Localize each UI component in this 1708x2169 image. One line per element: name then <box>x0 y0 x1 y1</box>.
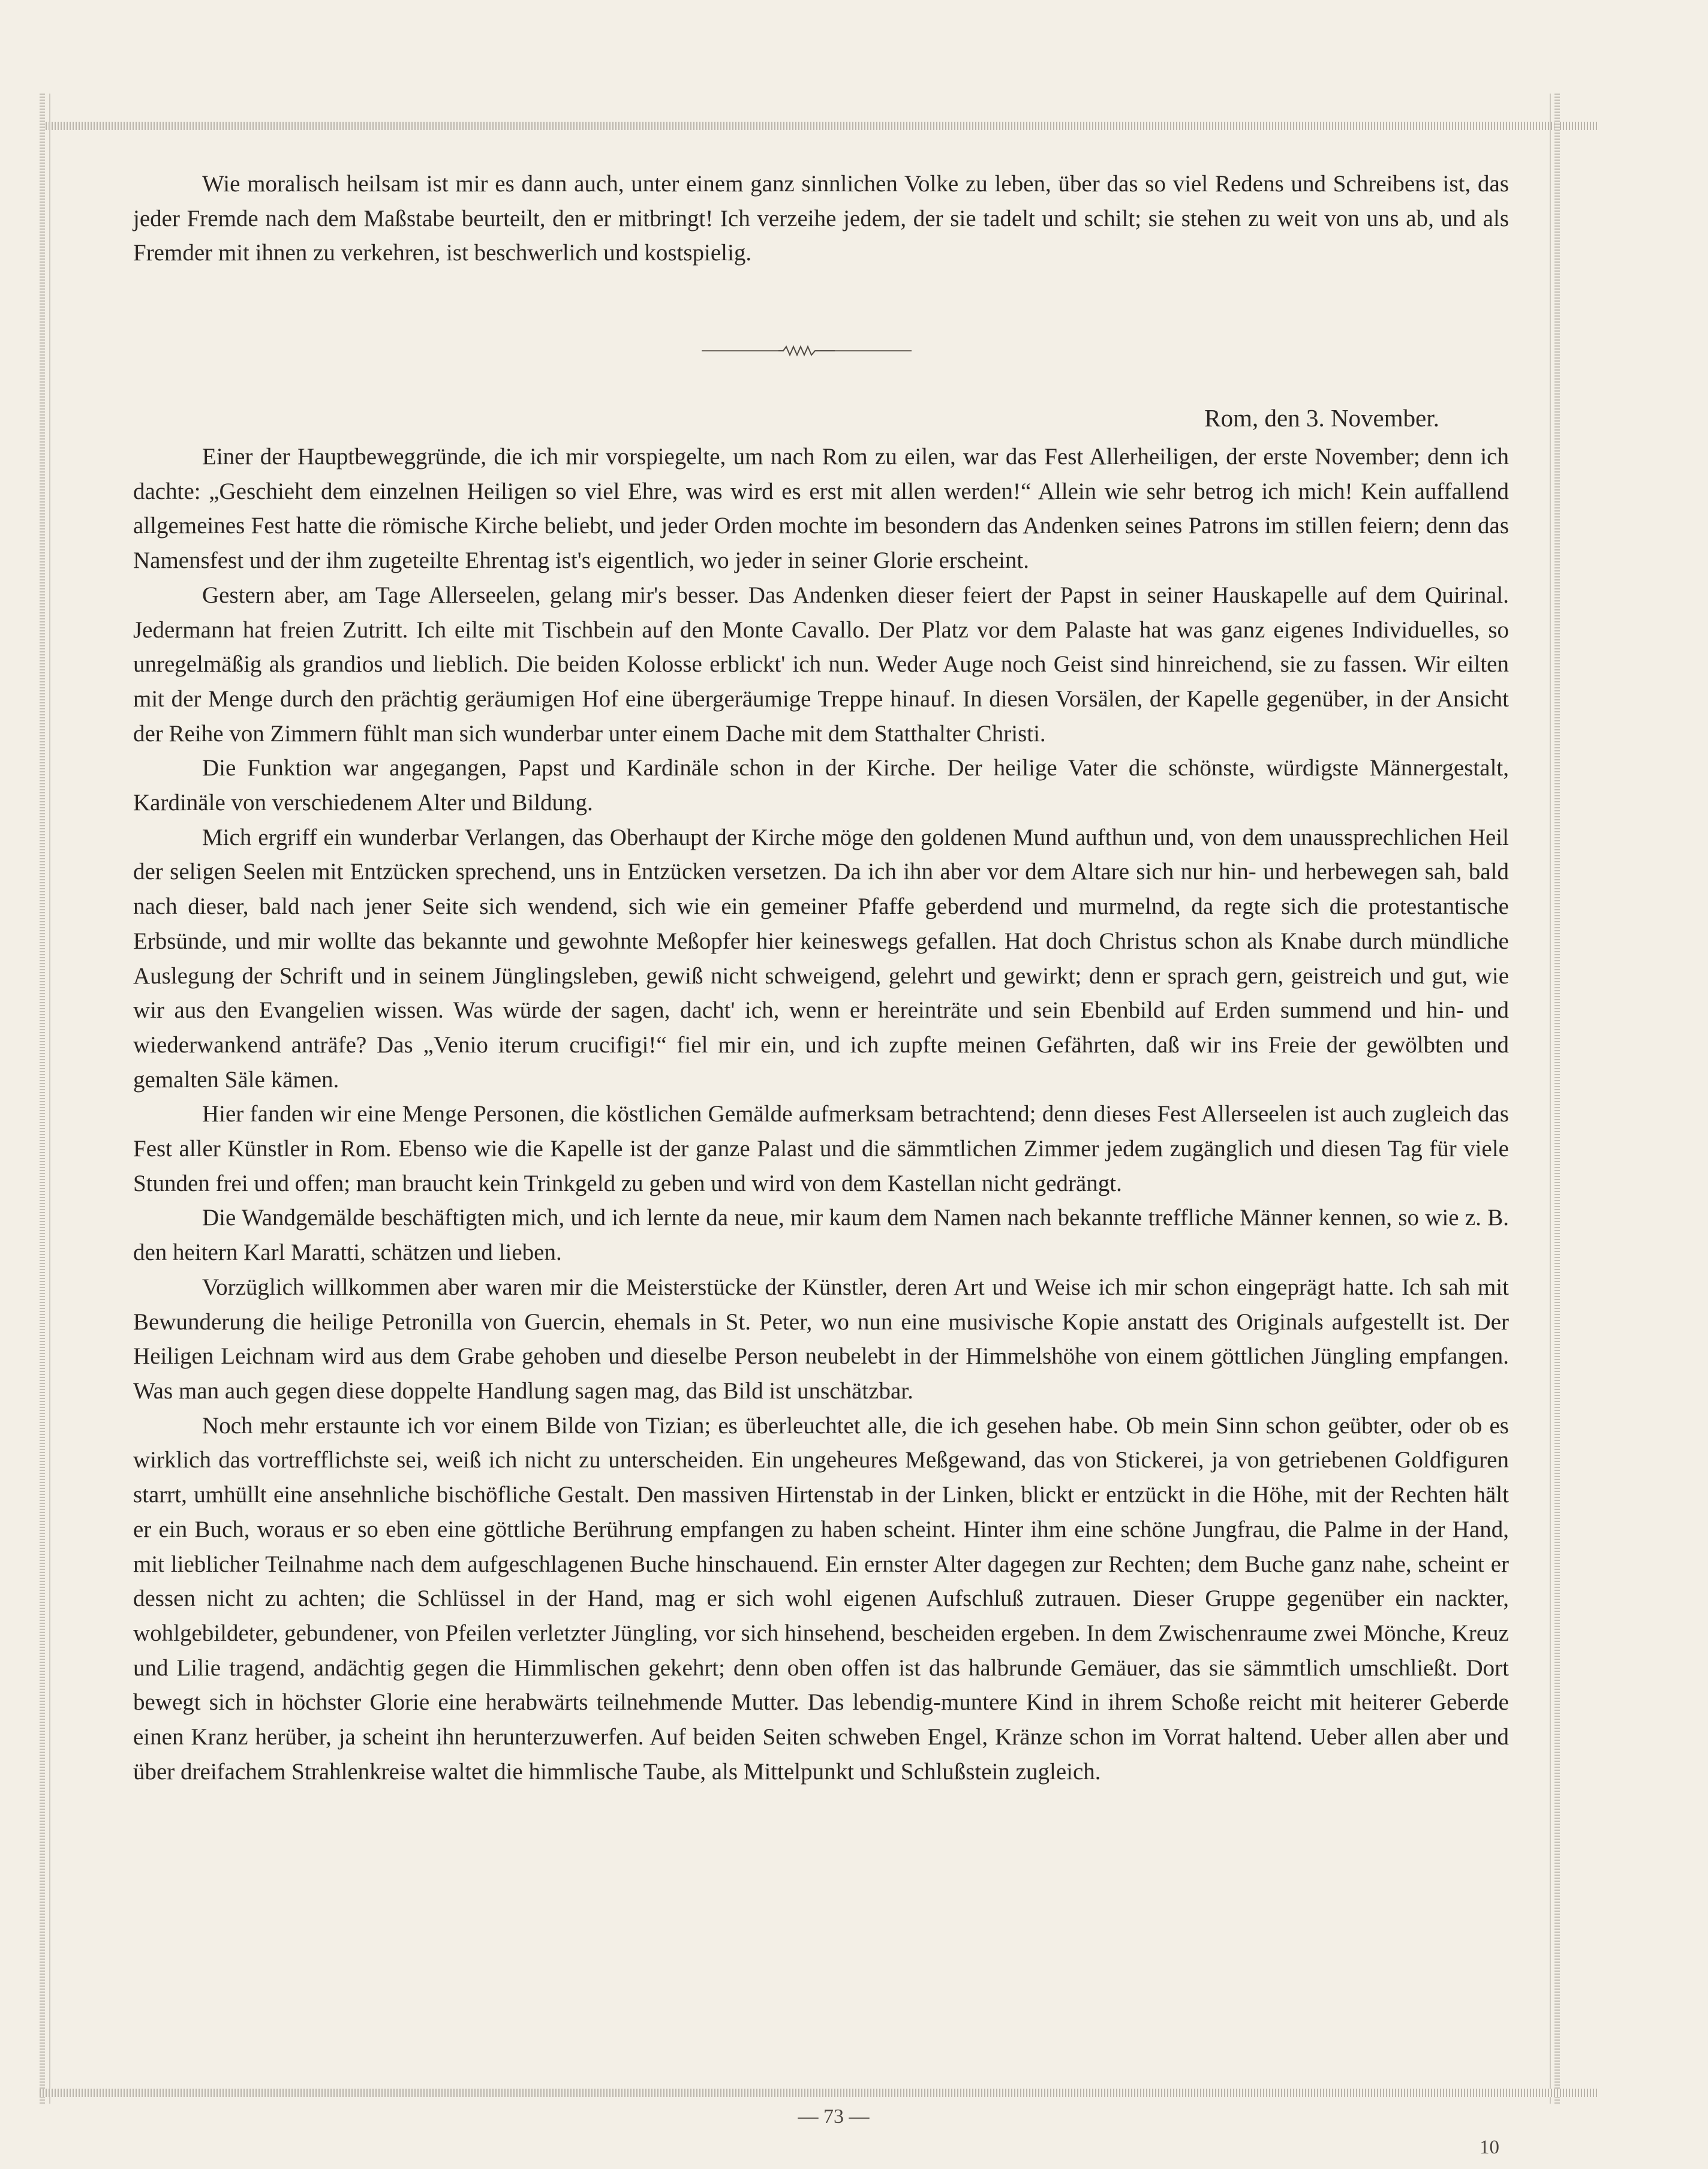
left-inner-rule <box>49 94 50 2104</box>
signature-mark: 10 <box>1480 2137 1499 2158</box>
paragraph: Noch mehr erstaunte ich vor einem Bilde von Tizian; es überleuchtet alle, die ich gesehen habe. Ob mein Sinn schon geübter, oder ob es wirklich das vortrefflichste sei, weiß ich nicht zu unterscheiden. Ein ungeheures Meßgewand, das von Stickerei, ja von getriebenen Goldfiguren starrt, umhüllt eine ansehnliche bischöfliche Gestalt. Den massiven Hirtenstab in der Linken, blickt er entzückt in die Höhe, mit der Rechten hält er ein Buch, woraus er so eben eine göttliche Berührung empfangen zu haben scheint. Hinter ihm eine schöne Jungfrau, die Palme in der Hand, mit lieblicher Teilnahme nach dem aufgeschlagenen Buche hinschauend. Ein ernster Alter dagegen zur Rechten; dem Buche ganz nahe, scheint er dessen nicht zu achten; die Schlüssel in der Hand, mag er sich wohl eigenen Aufschluß zutrauen. Dieser Gruppe gegenüber ein nackter, wohlgebildeter, gebundener, von Pfeilen verletzter Jüngling, vor sich hinsehend, bescheiden ergeben. In dem Zwischenraume zwei Mönche, Kreuz und Lilie tragend, andächtig gegen die Himmlischen gekehrt; denn oben offen ist das halbrunde Gemäuer, das sie sämmtlich umschließt. Dort bewegt sich in höchster Glorie eine herabwärts teilnehmende Mutter. Das lebendig-muntere Kind in ihrem Schoße reicht mit heiterer Geberde einen Kranz herüber, ja scheint ihn herunterzuwerfen. Auf beiden Seiten schweben Engel, Kränze schon im Vorrat haltend. Ueber allen aber und über dreifachem Strahlenkreise waltet die himmlische Taube, als Mittelpunkt und Schlußstein zugleich. <box>133 1412 1509 1785</box>
main-text-block <box>133 440 1509 1789</box>
section-divider-ornament <box>702 344 912 358</box>
dateline: Rom, den 3. November. <box>1204 404 1439 432</box>
paragraph: Die Funktion war angegangen, Papst und Kardinäle schon in der Kirche. Der heilige Vater die schönste, würdigste Männergestalt, Kardinäle von verschiedenem Alter und Bildung. <box>133 755 1509 816</box>
left-border-rule <box>40 94 45 2104</box>
paragraph: Die Wandgemälde beschäftigten mich, und ich lernte da neue, mir kaum dem Namen nach bekannte treffliche Männer kennen, so wie z. B. den heitern Karl Maratti, schätzen und lieben. <box>133 1205 1509 1266</box>
paragraph: Einer der Hauptbeweggründe, die ich mir vorspiegelte, um nach Rom zu eilen, war das Fest Allerheiligen, der erste November; denn ich dachte: „Geschieht dem einzelnen Heiligen so viel Ehre, was wird es erst mit allen werden!“ Allein wie sehr betrog ich mich! Kein auffallend allgemeines Fest hatte die römische Kirche beliebt, und jeder Orden mochte im besondern das Andenken seines Patrons im stillen feiern; denn das Namensfest und der ihm zugeteilte Ehrentag ist's eigentlich, wo jeder in seiner Glorie erscheint. <box>133 444 1509 574</box>
paragraph: Hier fanden wir eine Menge Personen, die köstlichen Gemälde aufmerksam betrachtend; denn dieses Fest Allerseelen ist auch zugleich das Fest aller Künstler in Rom. Ebenso wie die Kapelle ist der ganze Palast und die sämmtlichen Zimmer jedem zugänglich und diesen Tag für viele Stunden frei und offen; man braucht kein Trinkgeld zu geben und wird von dem Kastellan nicht gedrängt. <box>133 1101 1509 1196</box>
paragraph: Mich ergriff ein wunderbar Verlangen, das Oberhaupt der Kirche möge den goldenen Mund aufthun und, von dem unaussprechlichen Heil der seligen Seelen mit Entzücken sprechend, uns in Entzücken versetzen. Da ich ihn aber vor dem Altare sich nur hin- und herbewegen sah, bald nach dieser, bald nach jener Seite sich wendend, sich wie ein gemeiner Pfaffe geberdend und murmelnd, da regte sich die protestantische Erbsünde, und mir wollte das bekannte und gewohnte Meßopfer hier keineswegs gefallen. Hat doch Christus schon als Knabe durch mündliche Auslegung der Schrift und in seinem Jünglingsleben, gewiß nicht schweigend, gelehrt und gewirkt; denn er sprach gern, geistreich und gut, wie wir aus den Evangelien wissen. Was würde der sagen, dacht' ich, wenn er hereinträte und sein Ebenbild auf Erden summend und hin- und wiederwankend anträfe? Das „Venio iterum crucifigi!“ fiel mir ein, und ich zupfte meinen Gefährten, daß wir ins Freie der gewölbten und gemalten Säle kämen. <box>133 824 1509 1093</box>
paragraph: Gestern aber, am Tage Allerseelen, gelang mir's besser. Das Andenken dieser feiert der Papst in seiner Hauskapelle auf dem Quirinal. Jedermann hat freien Zutritt. Ich eilte mit Tischbein auf den Monte Cavallo. Der Platz vor dem Palaste hat was ganz eigenes Individuelles, so unregelmäßig als grandios und lieblich. Die beiden Kolosse erblickt' ich nun. Weder Auge noch Geist sind hinreichend, sie zu fassen. Wir eilten mit der Menge durch den prächtig geräumigen Hof eine übergeräumige Treppe hinauf. In diesen Vorsälen, der Kapelle gegenüber, in der Ansicht der Reihe von Zimmern fühlt man sich wunderbar unter einem Dache mit dem Statthalter Christi. <box>133 582 1509 747</box>
top-border-rule <box>40 122 1599 130</box>
bottom-border-rule <box>40 2089 1599 2097</box>
paragraph-intro: Wie moralisch heilsam ist mir es dann auch, unter einem ganz sinnlichen Volke zu leben, über das so viel Redens und Schreibens ist, das jeder Fremde nach dem Maßstabe beurteilt, den er mitbringt! Ich verzeihe jedem, der sie tadelt und schilt; sie stehen zu weit von uns ab, und als Fremder mit ihnen zu verkehren, ist beschwerlich und kostspielig. <box>133 171 1509 266</box>
right-inner-rule <box>1550 94 1551 2104</box>
wave-ornament-icon <box>702 344 912 358</box>
right-border-rule <box>1554 94 1560 2104</box>
paragraph: Vorzüglich willkommen aber waren mir die Meisterstücke der Künstler, deren Art und Weise ich mir schon eingeprägt hatte. Ich sah mit Bewunderung die heilige Petronilla von Guercin, ehemals in St. Peter, wo nun eine musivische Kopie anstatt des Originals aufgestellt ist. Der Heiligen Leichnam wird aus dem Grabe gehoben und dieselbe Person neubelebt in der Himmelshöhe von einem göttlichen Jüngling empfangen. Was man auch gegen diese doppelte Handlung sagen mag, das Bild ist unschätzbar. <box>133 1274 1509 1404</box>
page-number: — 73 — <box>798 2105 870 2128</box>
intro-text-block <box>133 167 1509 270</box>
